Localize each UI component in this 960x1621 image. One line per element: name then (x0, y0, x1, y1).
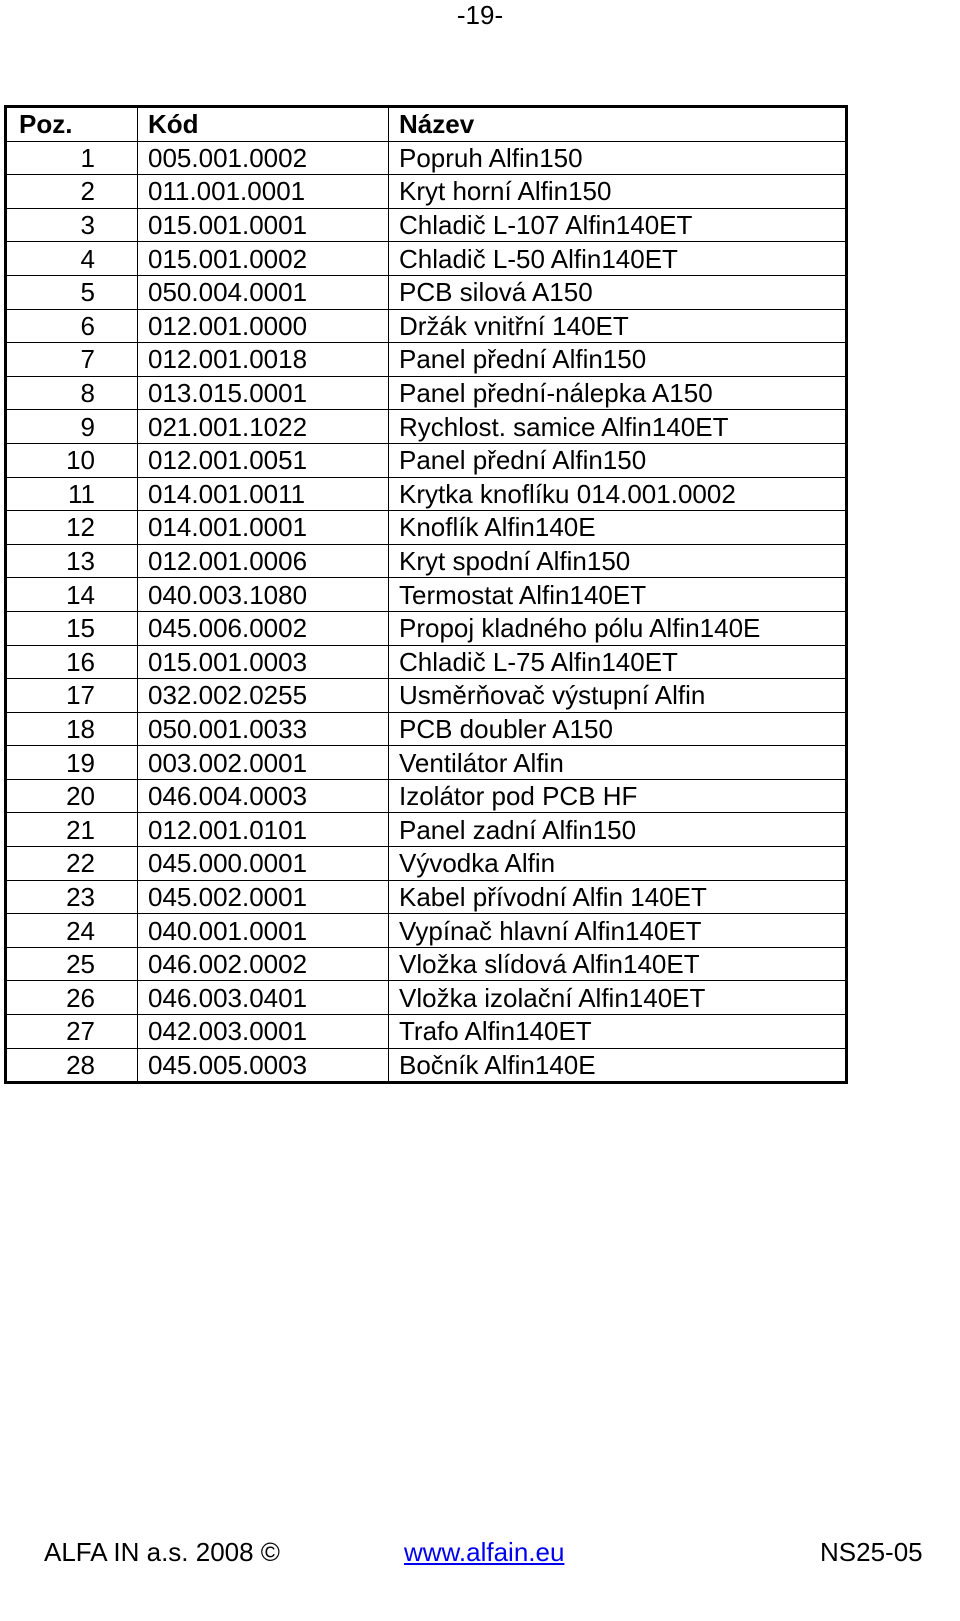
cell-poz: 22 (6, 847, 138, 881)
cell-nazev: Propoj kladného pólu Alfin140E (389, 611, 847, 645)
cell-nazev: Termostat Alfin140ET (389, 578, 847, 612)
table-row (6, 477, 847, 511)
cell-nazev: Vložka izolační Alfin140ET (389, 981, 847, 1015)
cell-poz: 14 (6, 578, 138, 612)
cell-kod: 012.001.0101 (138, 813, 389, 847)
cell-nazev: Chladič L-75 Alfin140ET (389, 645, 847, 679)
table-row (6, 914, 847, 948)
footer-company: ALFA IN a.s. 2008 © (44, 1537, 280, 1567)
header-nazev: Název (389, 107, 847, 142)
table-row (6, 1048, 847, 1083)
cell-kod: 045.002.0001 (138, 880, 389, 914)
cell-poz: 5 (6, 275, 138, 309)
cell-nazev: Trafo Alfin140ET (389, 1015, 847, 1049)
table-body (6, 141, 847, 1083)
table-header-row (6, 107, 847, 142)
footer-doc-code: NS25-05 (820, 1537, 923, 1567)
table-row (6, 410, 847, 444)
cell-kod: 040.003.1080 (138, 578, 389, 612)
cell-poz: 24 (6, 914, 138, 948)
cell-poz: 23 (6, 880, 138, 914)
cell-nazev: Ventilátor Alfin (389, 746, 847, 780)
cell-poz: 2 (6, 175, 138, 209)
table-row (6, 175, 847, 209)
table-row (6, 309, 847, 343)
table-row (6, 645, 847, 679)
header-kod: Kód (138, 107, 389, 142)
table-row (6, 813, 847, 847)
cell-kod: 015.001.0001 (138, 208, 389, 242)
table-row (6, 746, 847, 780)
cell-kod: 032.002.0255 (138, 679, 389, 713)
table-row (6, 343, 847, 377)
table-row (6, 242, 847, 276)
table-row (6, 847, 847, 881)
cell-nazev: Kryt spodní Alfin150 (389, 544, 847, 578)
cell-kod: 045.000.0001 (138, 847, 389, 881)
cell-kod: 013.015.0001 (138, 376, 389, 410)
cell-poz: 15 (6, 611, 138, 645)
cell-poz: 12 (6, 511, 138, 545)
cell-nazev: Držák vnitřní 140ET (389, 309, 847, 343)
cell-nazev: Panel zadní Alfin150 (389, 813, 847, 847)
footer-website-link[interactable]: www.alfain.eu (404, 1537, 565, 1567)
cell-nazev: Usměrňovač výstupní Alfin (389, 679, 847, 713)
cell-kod: 015.001.0003 (138, 645, 389, 679)
cell-kod: 005.001.0002 (138, 141, 389, 175)
table-row (6, 611, 847, 645)
cell-nazev: Izolátor pod PCB HF (389, 779, 847, 813)
cell-kod: 003.002.0001 (138, 746, 389, 780)
cell-poz: 20 (6, 779, 138, 813)
cell-nazev: Panel přední Alfin150 (389, 443, 847, 477)
cell-nazev: Chladič L-50 Alfin140ET (389, 242, 847, 276)
cell-nazev: Panel přední Alfin150 (389, 343, 847, 377)
cell-nazev: Knoflík Alfin140E (389, 511, 847, 545)
cell-nazev: Kabel přívodní Alfin 140ET (389, 880, 847, 914)
cell-poz: 10 (6, 443, 138, 477)
cell-kod: 050.004.0001 (138, 275, 389, 309)
cell-poz: 6 (6, 309, 138, 343)
table-row (6, 712, 847, 746)
cell-poz: 28 (6, 1048, 138, 1083)
table-row (6, 981, 847, 1015)
cell-kod: 046.003.0401 (138, 981, 389, 1015)
cell-poz: 19 (6, 746, 138, 780)
cell-nazev: Vložka slídová Alfin140ET (389, 947, 847, 981)
cell-kod: 045.006.0002 (138, 611, 389, 645)
cell-nazev: Bočník Alfin140E (399, 1049, 596, 1080)
cell-kod: 011.001.0001 (138, 175, 389, 209)
table-row (6, 208, 847, 242)
cell-kod: 015.001.0002 (138, 242, 389, 276)
cell-kod: 012.001.0006 (138, 544, 389, 578)
cell-nazev: PCB silová A150 (389, 275, 847, 309)
table-row (6, 880, 847, 914)
cell-poz: 1 (6, 141, 138, 175)
cell-kod: 012.001.0018 (138, 343, 389, 377)
cell-poz: 11 (6, 477, 138, 511)
cell-poz: 27 (6, 1015, 138, 1049)
cell-kod: 012.001.0051 (138, 443, 389, 477)
cell-poz: 18 (6, 712, 138, 746)
table-row (6, 511, 847, 545)
cell-poz: 26 (6, 981, 138, 1015)
cell-kod: 014.001.0011 (138, 477, 389, 511)
cell-poz: 9 (6, 410, 138, 444)
cell-poz: 7 (6, 343, 138, 377)
cell-nazev: Kryt horní Alfin150 (389, 175, 847, 209)
footer (0, 1535, 960, 1571)
cell-kod: 045.005.0003 (138, 1048, 389, 1083)
cell-nazev: Krytka knoflíku 014.001.0002 (389, 477, 847, 511)
cell-kod: 014.001.0001 (138, 511, 389, 545)
table-row (6, 443, 847, 477)
cell-kod: 040.001.0001 (138, 914, 389, 948)
table-row (6, 275, 847, 309)
cell-poz: 8 (6, 376, 138, 410)
cell-kod: 021.001.1022 (138, 410, 389, 444)
cell-poz: 13 (6, 544, 138, 578)
cell-nazev: Rychlost. samice Alfin140ET (389, 410, 847, 444)
cell-poz: 4 (6, 242, 138, 276)
cell-nazev: Vypínač hlavní Alfin140ET (389, 914, 847, 948)
parts-table (4, 105, 848, 1084)
cell-nazev: Panel přední-nálepka A150 (389, 376, 847, 410)
cell-kod: 042.003.0001 (138, 1015, 389, 1049)
cell-kod: 046.004.0003 (138, 779, 389, 813)
table-row (6, 544, 847, 578)
cell-poz: 3 (6, 208, 138, 242)
cell-kod: 012.001.0000 (138, 309, 389, 343)
table-row (6, 947, 847, 981)
cell-nazev: Chladič L-107 Alfin140ET (389, 208, 847, 242)
header-poz: Poz. (6, 107, 138, 142)
table-row (6, 141, 847, 175)
cell-poz: 25 (6, 947, 138, 981)
cell-nazev: Popruh Alfin150 (389, 141, 847, 175)
cell-kod: 050.001.0033 (138, 712, 389, 746)
table-row (6, 578, 847, 612)
table-row (6, 779, 847, 813)
cell-kod: 046.002.0002 (138, 947, 389, 981)
cell-nazev: PCB doubler A150 (389, 712, 847, 746)
page-number: -19- (456, 0, 504, 30)
table-row (6, 679, 847, 713)
cell-poz: 16 (6, 645, 138, 679)
table-row (6, 1015, 847, 1049)
cell-poz: 17 (6, 679, 138, 713)
table-row (6, 376, 847, 410)
cell-nazev: Vývodka Alfin (389, 847, 847, 881)
cell-poz: 21 (6, 813, 138, 847)
